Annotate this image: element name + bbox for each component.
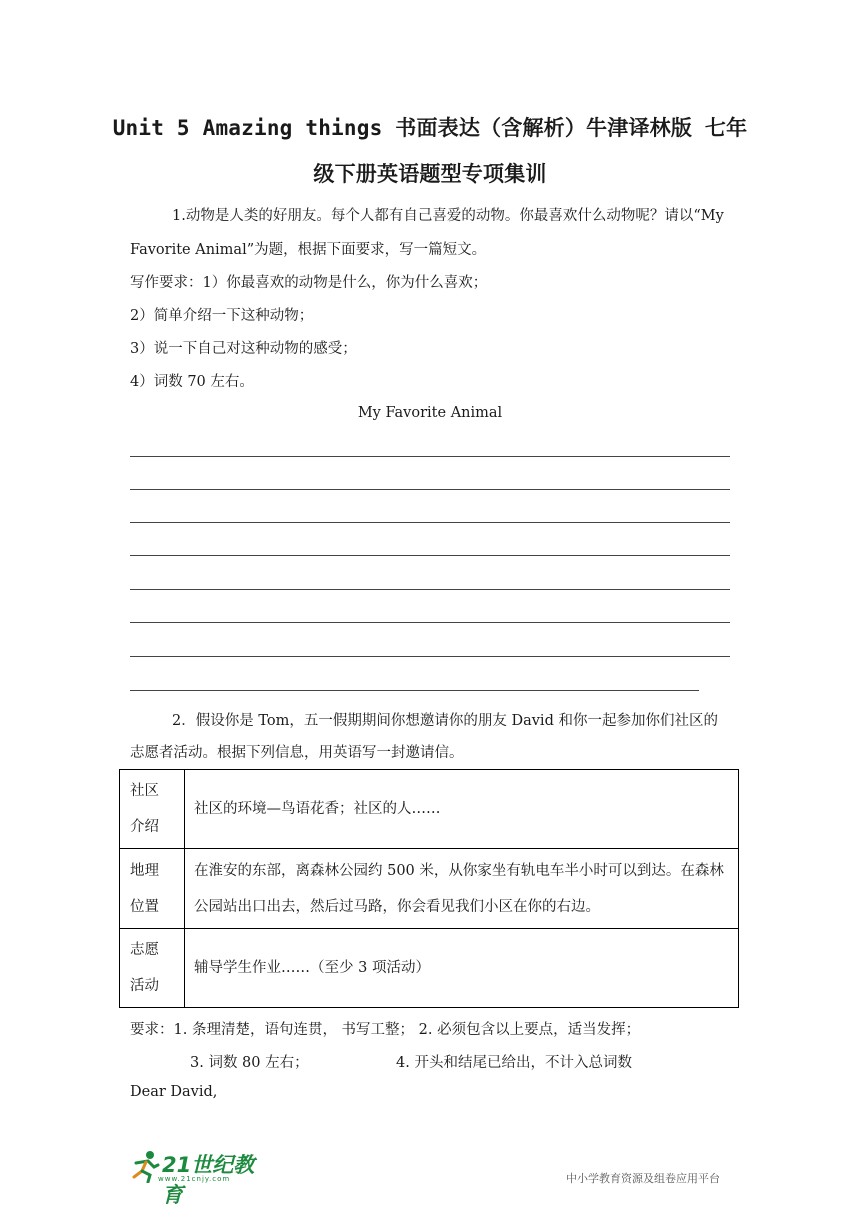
answer-line [130,690,699,691]
publisher-logo [128,1149,268,1207]
table-label-cell [120,849,185,929]
letter-salutation: Dear David, [130,1084,218,1100]
q1-requirement-4: 4）词数 70 左右。 [130,374,254,390]
answer-line [130,522,730,523]
q1-requirement-2: 2）简单介绍一下这种动物； [130,308,314,324]
q2-requirement-4: 4. 开头和结尾已给出，不计入总词数 [396,1055,632,1071]
answer-line [130,456,730,457]
table-content-cell [185,929,739,1008]
footer-platform-text: 中小学教育资源及组卷应用平台 [566,1172,720,1185]
answer-line [130,656,730,657]
q2-requirement-3: 3. 词数 80 左右； [190,1055,309,1071]
label-line: 社区 [130,783,159,799]
q2-intro-line-2: 志愿者活动。根据下列信息，用英语写一封邀请信。 [130,745,464,761]
answer-line [130,489,730,490]
answer-line [130,555,730,556]
table-content-cell [185,849,739,929]
content-line: 社区的环境—鸟语花香；社区的人…… [194,801,441,817]
q1-requirement-1: 写作要求：1）你最喜欢的动物是什么，你为什么喜欢； [130,275,488,291]
q1-intro-line-2: Favorite Animal”为题，根据下面要求，写一篇短文。 [130,242,487,258]
logo-url: www.21cnjy.com [158,1175,231,1183]
running-figure-icon [128,1149,162,1183]
info-table [119,769,739,1008]
content-line: 在淮安的东部，离森林公园约 500 米，从你家坐有轨电车半小时可以到达。在森林 [194,862,724,879]
document-title-line-1: Unit 5 Amazing things 书面表达（含解析）牛津译林版 七年 [112,116,748,140]
label-line: 活动 [130,978,159,994]
q2-intro-line-1: 2．假设你是 Tom，五一假期期间你想邀请你的朋友 David 和你一起参加你们社区的 [172,713,718,729]
q2-requirements-line-1: 要求：1. 条理清楚，语句连贯， 书写工整； 2. 必须包含以上要点，适当发挥； [130,1022,641,1038]
essay-title: My Favorite Animal [357,405,503,421]
table-row [120,929,739,1008]
answer-line [130,589,730,590]
q1-requirement-3: 3）说一下自己对这种动物的感受； [130,341,357,357]
label-line: 地理 [130,862,159,879]
answer-line [130,622,730,623]
table-content-cell [185,770,739,849]
label-line: 志愿 [130,942,159,958]
table-label-cell [120,929,185,1008]
table-row [120,770,739,849]
logo-wordmark: 21世纪教育 [162,1153,255,1207]
content-line: 公园站出口出去，然后过马路，你会看见我们小区在你的右边。 [194,898,600,915]
document-title-line-2: 级下册英语题型专项集训 [313,162,547,186]
content-line: 辅导学生作业……（至少 3 项活动） [194,960,430,976]
label-line: 介绍 [130,819,159,835]
table-label-cell [120,770,185,849]
table-row [120,849,739,929]
q1-intro-line-1: 1.动物是人类的好朋友。每个人都有自己喜爱的动物。你最喜欢什么动物呢？请以“My [172,208,724,224]
label-line: 位置 [130,898,159,915]
